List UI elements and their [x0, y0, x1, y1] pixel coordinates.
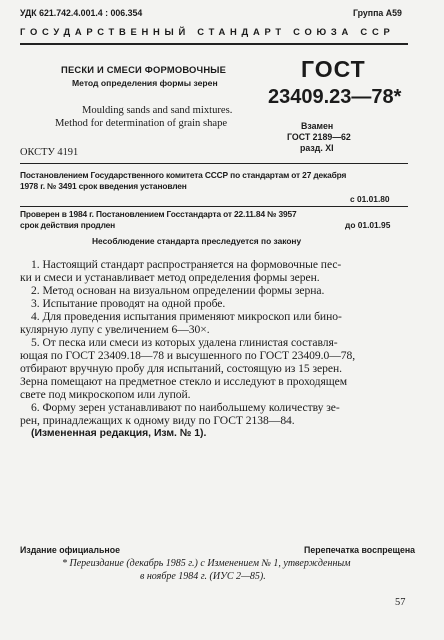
- body-line: Зерна помещают на предметное стекло и исследуют в проходящем: [20, 375, 348, 388]
- english-title-line2: Method for determination of grain shape: [55, 118, 228, 129]
- page-number: 57: [395, 597, 406, 608]
- replaces-doc: ГОСТ 2189—62: [287, 132, 351, 142]
- english-title-line1: Moulding sands and sand mixtures.: [82, 105, 233, 116]
- body-line: рен, принадлежащих к одному виду по ГОСТ 2138—84.: [20, 414, 295, 427]
- body-line: кулярную лупу с увеличением 6—30×.: [20, 323, 210, 336]
- decree-rule: [20, 206, 408, 207]
- reissue-note-line2: в ноябре 1984 г. (ИУС 2—85).: [140, 571, 266, 582]
- title-block-rule: [20, 163, 408, 164]
- body-line: ющая по ГОСТ 23409.18—78 и высушенного по ГОСТ 23409.0—78,: [20, 349, 356, 362]
- group-code: Группа А59: [353, 8, 402, 18]
- replaces-label: Взамен: [301, 121, 334, 131]
- udc-code: УДК 621.742.4.001.4 : 006.354: [20, 8, 143, 18]
- effective-date: с 01.01.80: [350, 194, 390, 204]
- amendment-note: (Измененная редакция, Изм. № 1).: [31, 428, 207, 439]
- body-line: 2. Метод основан на визуальном определении формы зерна.: [31, 284, 325, 297]
- okstu-code: ОКСТУ 4191: [20, 147, 79, 158]
- gost-number: 23409.23—78*: [268, 86, 402, 108]
- decree-line-2: 1978 г. № 3491 срок введения установлен: [20, 181, 187, 191]
- header-rule: [20, 43, 408, 45]
- decree-line-1: Постановлением Государственного комитета СССР по стандартам от 27 декабря: [20, 170, 347, 180]
- document-title: ПЕСКИ И СМЕСИ ФОРМОВОЧНЫЕ: [61, 64, 227, 75]
- replaces-section: разд. XI: [300, 143, 334, 153]
- reprint-prohibited-label: Перепечатка воспрещена: [304, 545, 416, 555]
- document-subtitle: Метод определения формы зерен: [72, 78, 218, 88]
- body-line: 1. Настоящий стандарт распространяется на формовочные пес-: [31, 258, 342, 271]
- body-line: ки и смеси и устанавливает метод определения формы зерен.: [20, 271, 320, 284]
- body-line: 5. От песка или смеси из которых удалена глинистая составля-: [31, 336, 338, 349]
- body-line: свете под микроскопом или лупой.: [20, 388, 191, 401]
- validity-date: до 01.01.95: [345, 220, 391, 230]
- body-line: отбирают вручную пробу для испытаний, состоящую из 15 зерен.: [20, 362, 342, 375]
- body-line: 3. Испытание проводят на одной пробе.: [31, 297, 226, 310]
- official-edition-label: Издание официальное: [20, 545, 120, 555]
- state-standard-banner: ГОСУДАРСТВЕННЫЙ СТАНДАРТ СОЮЗА ССР: [20, 26, 395, 37]
- gost-label: ГОСТ: [301, 56, 366, 82]
- body-line: 6. Форму зерен устанавливают по наибольшему количеству зе-: [31, 401, 340, 414]
- review-line-1: Проверен в 1984 г. Постановлением Госстандарта от 22.11.84 № 3957: [20, 209, 297, 219]
- review-line-2: срок действия продлен: [20, 220, 116, 230]
- legal-warning: Несоблюдение стандарта преследуется по закону: [92, 236, 302, 246]
- reissue-note-line1: * Переиздание (декабрь 1985 г.) с Изменением № 1, утвержденным: [62, 558, 351, 569]
- body-line: 4. Для проведения испытания применяют микроскоп или бино-: [31, 310, 342, 323]
